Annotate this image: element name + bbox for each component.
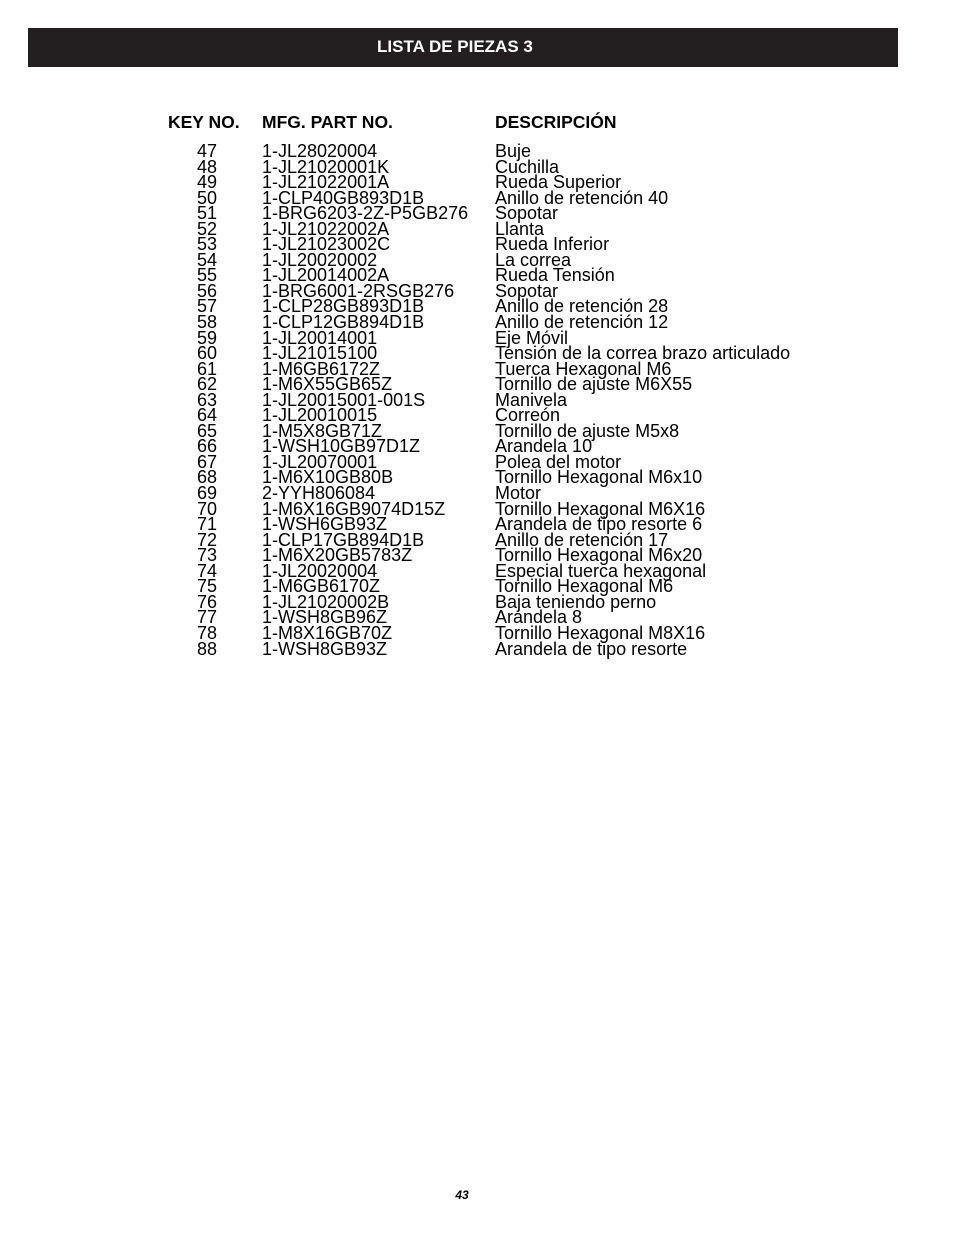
- key-no-cell: 55: [196, 265, 217, 286]
- key-no-cell: 74: [196, 560, 217, 581]
- description-cell: Llanta: [495, 218, 545, 239]
- key-no-cell: 47: [196, 141, 217, 161]
- table-row: [0, 327, 954, 348]
- description-cell: Buje: [495, 141, 532, 161]
- table-row: [0, 529, 954, 550]
- key-no-cell: 51: [196, 203, 217, 224]
- description-cell: Tornillo de ajuste M5x8: [495, 420, 680, 441]
- key-no-cell: 78: [196, 622, 217, 643]
- key-no-cell: 60: [196, 343, 217, 364]
- page-title: LISTA DE PIEZAS 3: [377, 37, 533, 56]
- part-no-cell: 1-M6X16GB9074D15Z: [262, 498, 446, 519]
- description-cell: Baja teniendo perno: [495, 591, 657, 612]
- key-no-cell: 67: [196, 451, 217, 472]
- description-cell: Motor: [495, 483, 542, 504]
- description-cell: Eje Móvil: [495, 327, 569, 348]
- description-cell: Cuchilla: [495, 156, 560, 177]
- part-no-cell: 1-WSH8GB93Z: [262, 638, 388, 659]
- description-cell: Manivela: [495, 389, 568, 410]
- part-no-cell: 1-JL21022002A: [262, 218, 390, 239]
- description-cell: Anillo de retención 12: [495, 312, 669, 333]
- description-cell: Tornillo Hexagonal M6x10: [495, 467, 703, 488]
- part-no-cell: 1-JL28020004: [262, 141, 378, 161]
- table-row: [0, 389, 954, 410]
- key-no-cell: 64: [196, 405, 217, 426]
- part-no-cell: 1-M5X8GB71Z: [262, 420, 383, 441]
- table-row: [0, 638, 954, 659]
- key-no-cell: 75: [196, 576, 217, 597]
- key-no-cell: 54: [196, 249, 217, 270]
- part-no-cell: 1-M6X10GB80B: [262, 467, 394, 488]
- column-header-key-no: KEY NO.: [168, 112, 240, 132]
- part-no-cell: 1-JL21020001K: [262, 156, 390, 177]
- part-no-cell: 1-CLP17GB894D1B: [262, 529, 425, 550]
- part-no-cell: 1-JL20070001: [262, 451, 378, 472]
- description-cell: Sopotar: [495, 203, 559, 224]
- table-row: [0, 436, 954, 457]
- key-no-cell: 70: [196, 498, 217, 519]
- table-row: [0, 374, 954, 395]
- key-no-cell: 56: [196, 280, 217, 301]
- key-no-cell: 50: [196, 187, 217, 208]
- description-cell: Tornillo de ajuste M6X55: [495, 374, 693, 395]
- table-row: [0, 203, 954, 224]
- table-row: [0, 141, 954, 161]
- key-no-cell: 73: [196, 545, 217, 566]
- table-row: [0, 514, 954, 535]
- description-cell: Tornillo Hexagonal M6X16: [495, 498, 706, 519]
- parts-list: [0, 141, 954, 659]
- key-no-cell: 69: [196, 483, 217, 504]
- table-row: [0, 576, 954, 597]
- key-no-cell: 66: [196, 436, 217, 457]
- key-no-cell: 76: [196, 591, 217, 612]
- part-no-cell: 1-JL21020002B: [262, 591, 390, 612]
- key-no-cell: 72: [196, 529, 217, 550]
- description-cell: Tornillo Hexagonal M8X16: [495, 622, 706, 643]
- part-no-cell: 1-M6X55GB65Z: [262, 374, 393, 395]
- part-no-cell: 1-CLP40GB893D1B: [262, 187, 425, 208]
- part-no-cell: 1-JL20014001: [262, 327, 378, 348]
- description-cell: La correa: [495, 249, 572, 270]
- table-row: [0, 451, 954, 472]
- key-no-cell: 77: [196, 607, 217, 628]
- description-cell: Tensión de la correa brazo articulado: [495, 343, 791, 364]
- part-no-cell: 1-JL20020004: [262, 560, 378, 581]
- table-row: [0, 607, 954, 628]
- key-no-cell: 53: [196, 234, 217, 255]
- key-no-cell: 61: [196, 358, 217, 379]
- key-no-cell: 71: [196, 514, 217, 535]
- table-row: [0, 234, 954, 255]
- key-no-cell: 65: [196, 420, 217, 441]
- part-no-cell: 1-JL20020002: [262, 249, 378, 270]
- description-cell: Rueda Inferior: [495, 234, 610, 255]
- table-row: [0, 343, 954, 364]
- part-no-cell: 1-CLP12GB894D1B: [262, 312, 425, 333]
- key-no-cell: 68: [196, 467, 217, 488]
- key-no-cell: 59: [196, 327, 217, 348]
- table-row: [0, 560, 954, 581]
- table-row: [0, 498, 954, 519]
- description-cell: Arandela de tipo resorte 6: [495, 514, 703, 535]
- part-no-cell: 1-JL20014002A: [262, 265, 390, 286]
- part-no-cell: 1-WSH10GB97D1Z: [262, 436, 421, 457]
- description-cell: Tornillo Hexagonal M6: [495, 576, 674, 597]
- key-no-cell: 62: [196, 374, 217, 395]
- part-no-cell: 1-CLP28GB893D1B: [262, 296, 425, 317]
- part-no-cell: 1-WSH8GB96Z: [262, 607, 388, 628]
- key-no-cell: 52: [196, 218, 217, 239]
- description-cell: Arandela de tipo resorte: [495, 638, 688, 659]
- part-no-cell: 1-M6X20GB5783Z: [262, 545, 413, 566]
- part-no-cell: 1-JL21023002C: [262, 234, 391, 255]
- part-no-cell: 1-M8X16GB70Z: [262, 622, 393, 643]
- table-row: [0, 545, 954, 566]
- key-no-cell: 88: [196, 638, 217, 659]
- table-row: [0, 622, 954, 643]
- table-row: [0, 296, 954, 317]
- page-number: 43: [455, 1188, 469, 1202]
- description-cell: Correón: [495, 405, 561, 426]
- table-row: [0, 483, 954, 504]
- part-no-cell: 1-M6GB6170Z: [262, 576, 381, 597]
- part-no-cell: 1-WSH6GB93Z: [262, 514, 388, 535]
- description-cell: Anillo de retención 40: [495, 187, 669, 208]
- table-row: [0, 405, 954, 426]
- description-cell: Tuerca Hexagonal M6: [495, 358, 672, 379]
- table-row: [0, 218, 954, 239]
- description-cell: Rueda Tensión: [495, 265, 615, 286]
- key-no-cell: 57: [196, 296, 217, 317]
- part-no-cell: 1-JL20010015: [262, 405, 378, 426]
- description-cell: Anillo de retención 17: [495, 529, 669, 550]
- column-header-description: DESCRIPCIÓN: [495, 112, 617, 132]
- column-header-mfg-part-no: MFG. PART NO.: [262, 112, 393, 132]
- key-no-cell: 63: [196, 389, 217, 410]
- part-no-cell: 1-JL21015100: [262, 343, 378, 364]
- description-cell: Tornillo Hexagonal M6x20: [495, 545, 703, 566]
- section-title-bar: [28, 28, 898, 67]
- part-no-cell: 1-BRG6203-2Z-P5GB276: [262, 203, 469, 224]
- part-no-cell: 1-M6GB6172Z: [262, 358, 381, 379]
- table-row: [0, 265, 954, 286]
- key-no-cell: 48: [196, 156, 217, 177]
- key-no-cell: 58: [196, 312, 217, 333]
- part-no-cell: 1-BRG6001-2RSGB276: [262, 280, 455, 301]
- key-no-cell: 49: [196, 172, 217, 193]
- description-cell: Rueda Superior: [495, 172, 622, 193]
- description-cell: Sopotar: [495, 280, 559, 301]
- part-no-cell: 1-JL21022001A: [262, 172, 390, 193]
- part-no-cell: 2-YYH806084: [262, 483, 376, 504]
- description-cell: Arandela 8: [495, 607, 583, 628]
- description-cell: Arandela 10: [495, 436, 593, 457]
- table-row: [0, 172, 954, 193]
- description-cell: Especial tuerca hexagonal: [495, 560, 707, 581]
- table-row: [0, 280, 954, 301]
- table-row: [0, 156, 954, 177]
- table-row: [0, 312, 954, 333]
- table-row: [0, 358, 954, 379]
- table-row: [0, 249, 954, 270]
- table-row: [0, 467, 954, 488]
- table-row: [0, 187, 954, 208]
- description-cell: Anillo de retención 28: [495, 296, 669, 317]
- table-row: [0, 420, 954, 441]
- part-no-cell: 1-JL20015001-001S: [262, 389, 426, 410]
- table-row: [0, 591, 954, 612]
- description-cell: Polea del motor: [495, 451, 622, 472]
